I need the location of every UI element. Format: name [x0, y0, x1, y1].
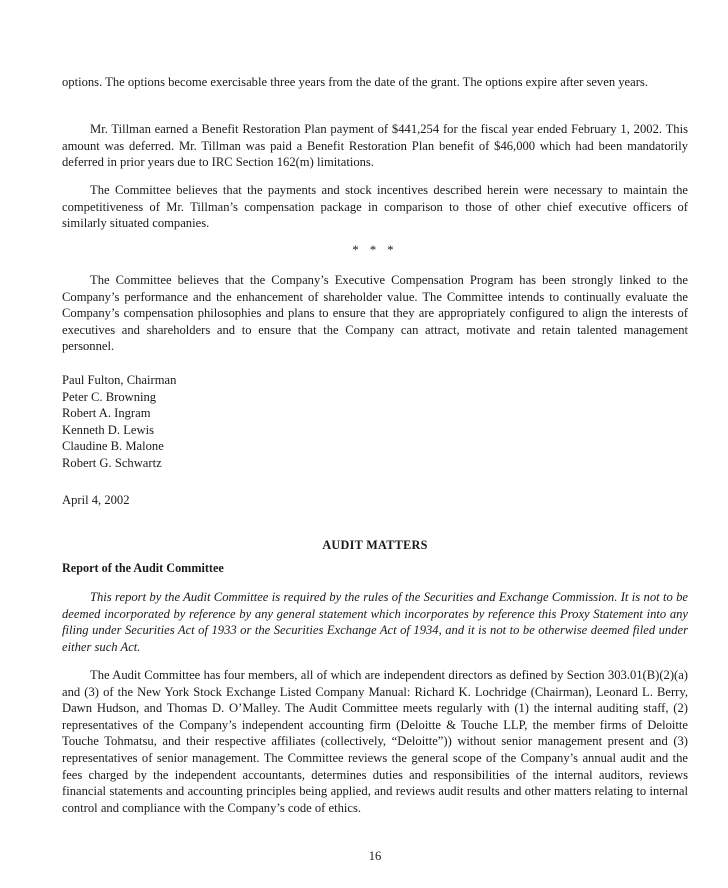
- page-number: 16: [368, 849, 382, 863]
- signer-name: Peter C. Browning: [62, 389, 157, 404]
- audit-committee-description: The Audit Committee has four members, all of which are independent directors as defined by Section 303.01(B)(2)(a) and (3) of the New York Stock Exchange Listed Company Manual: Richard K. Lochridge (Chairman), Leonard L. Berry, Dawn Hudson, and Thomas D. O’Malley. The Audit Committee meets regularly with (1) the internal auditing staff, (2) representatives of the Company’s independent accounting firm (Deloitte & Touche LLP, the member firms of Deloitte Touche Tohmatsu, and their respective affiliates (collectively, “Deloitte”)) without senior management present and (3) representatives of senior management. The Committee reviews the general scope of the Company’s annual audit and the fees charged by the independent accountants, determines duties and responsibilities of the internal auditors, reviews financial statements and accounting principles being applied, and reviews audit results and other matters relating to internal control and compliance with the Company’s code of ethics.: [62, 668, 688, 815]
- signer-name: Paul Fulton, Chairman: [62, 373, 177, 387]
- section-separator: * * *: [352, 243, 398, 257]
- compensation-program-paragraph: The Committee believes that the Company’s Executive Compensation Program has been strongly linked to the Company’s performance and the enhancement of shareholder value. The Committee intends to continually evaluate the Company’s compensation philosophies and plans to ensure that they are appropriately configured to align the interests of executives and shareholders and to ensure that the Company can attract, motivate and retain talented management personnel.: [62, 273, 688, 354]
- signer-name: Robert A. Ingram: [62, 406, 151, 421]
- options-paragraph: options. The options become exercisable three years from the date of the grant. The options expire after seven years.: [62, 75, 648, 89]
- committee-belief-paragraph: The Committee believes that the payments and stock incentives described herein were necessary to maintain the competitiveness of Mr. Tillman’s compensation package in comparison to those of other chief executive officers of similarly situated companies.: [62, 183, 688, 231]
- audit-report-disclaimer: This report by the Audit Committee is required by the rules of the Securities and Exchange Commission. It is not to be deemed incorporated by reference by any general statement which incorporates by reference this Proxy Statement into any filing under Securities Act of 1933 or the Securities Exchange Act of 1934, and it is not to be otherwise deemed filed under either such Act.: [62, 590, 688, 654]
- signer-name: Kenneth D. Lewis: [62, 422, 154, 437]
- section-heading: AUDIT MATTERS: [322, 538, 428, 552]
- section-subheading: Report of the Audit Committee: [62, 561, 224, 575]
- committee-signers: [62, 372, 362, 472]
- benefit-restoration-paragraph: Mr. Tillman earned a Benefit Restoration Plan payment of $441,254 for the fiscal year ended February 1, 2002. This amount was deferred. Mr. Tillman was paid a Benefit Restoration Plan benefit of $46,000 which had been mandatorily deferred in prior years due to IRC Section 162(m) limitations.: [62, 122, 688, 170]
- signer-name: Robert G. Schwartz: [62, 455, 162, 470]
- document-page: [62, 0, 688, 888]
- report-date: April 4, 2002: [62, 493, 130, 507]
- signer-name: Claudine B. Malone: [62, 439, 164, 454]
